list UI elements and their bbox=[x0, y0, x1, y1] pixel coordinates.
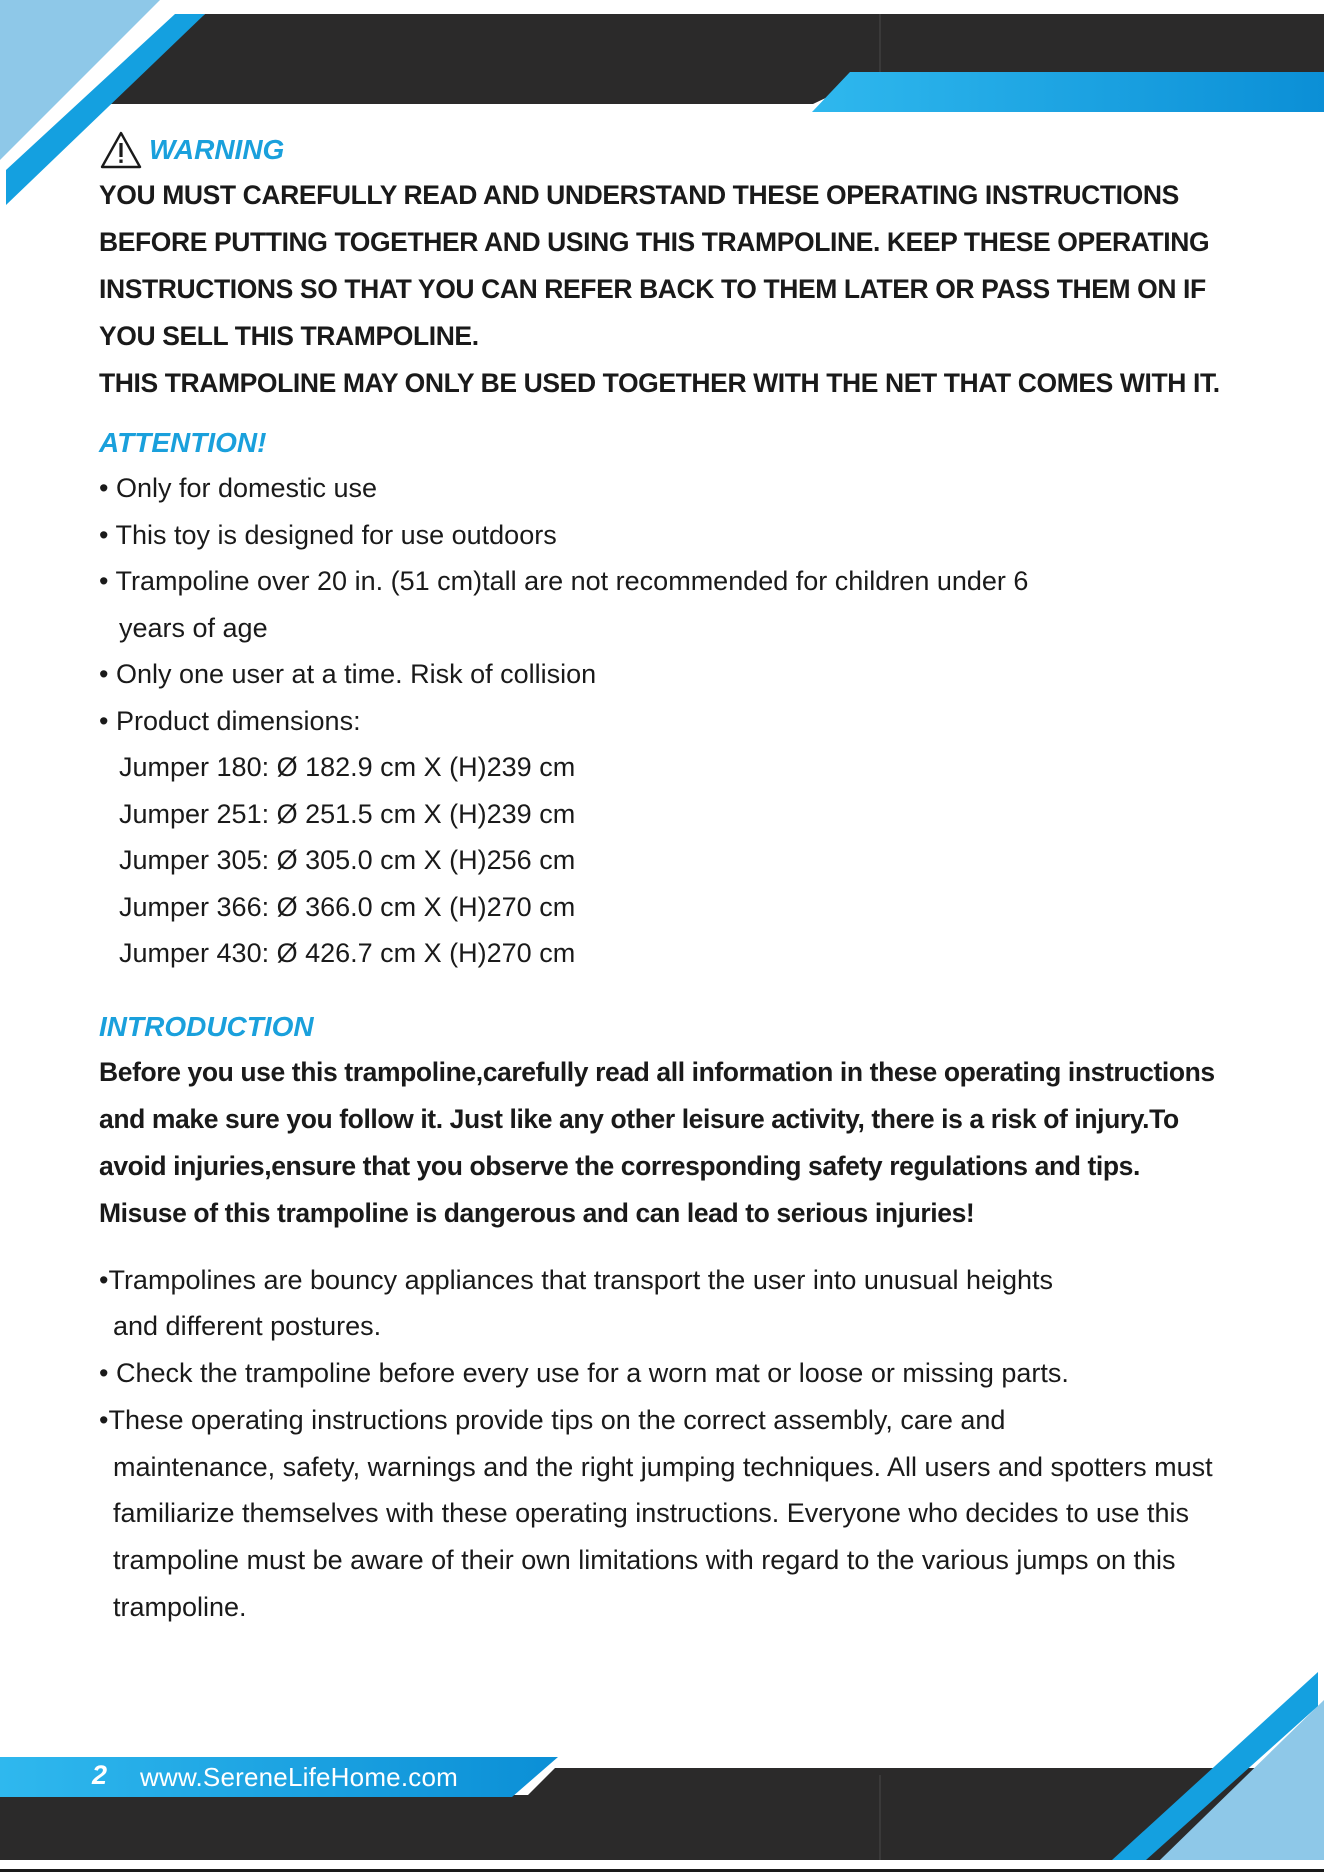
list-item-continuation: and different postures. bbox=[113, 1311, 382, 1342]
dimension-line: Jumper 305: Ø 305.0 cm X (H)256 cm bbox=[119, 845, 576, 875]
list-item-continuation: years of age bbox=[119, 612, 268, 643]
list-item bbox=[99, 1444, 1229, 1631]
list-item: • Product dimensions: bbox=[99, 705, 361, 736]
attention-heading: ATTENTION! bbox=[99, 427, 267, 458]
warning-title-row bbox=[99, 128, 1229, 172]
dimension-line: Jumper 430: Ø 426.7 cm X (H)270 cm bbox=[119, 938, 576, 968]
warning-paragraph: YOU MUST CAREFULLY READ AND UNDERSTAND THESE OPERATING INSTRUCTIONS BEFORE PUTTING TOGETHER AND USING THIS TRAMPOLINE. KEEP THESE OPERATING INSTRUCTIONS SO THAT YOU CAN REFER BACK TO THEM LATER OR PASS THEM ON IF YOU SELL THIS TRAMPOLINE. bbox=[99, 180, 1210, 351]
warning-text bbox=[99, 172, 1229, 407]
list-item-continuation: maintenance, safety, warnings and the right jumping techniques. All users and spotters must familiarize themselves with these operating instructions. Everyone who decides to use this trampoline must be aware of their own limitations with regard to the various jumps on this trampoline. bbox=[113, 1451, 1213, 1623]
page-content bbox=[99, 128, 1229, 1631]
attention-list bbox=[99, 465, 1229, 977]
list-item: • Trampoline over 20 in. (51 cm)tall are not recommended for children under 6 bbox=[99, 566, 1029, 596]
dimension-line: Jumper 366: Ø 366.0 cm X (H)270 cm bbox=[119, 891, 576, 922]
list-item: •Trampolines are bouncy appliances that transport the user into unusual heights bbox=[99, 1264, 1054, 1295]
warning-triangle-icon bbox=[99, 130, 143, 170]
list-item bbox=[99, 1303, 1229, 1350]
header-blue-stripe bbox=[812, 72, 1324, 112]
warning-paragraph: THIS TRAMPOLINE MAY ONLY BE USED TOGETHER WITH THE NET THAT COMES WITH IT. bbox=[99, 368, 1220, 398]
list-item: •These operating instructions provide tips on the correct assembly, care and bbox=[99, 1404, 1006, 1435]
list-item: • Only one user at a time. Risk of collision bbox=[99, 659, 597, 689]
page-number: 2 bbox=[92, 1760, 108, 1790]
list-item: • Only for domestic use bbox=[99, 473, 378, 503]
list-item: • Check the trampoline before every use for a worn mat or loose or missing parts. bbox=[99, 1358, 1069, 1389]
introduction-heading: INTRODUCTION bbox=[99, 1010, 314, 1042]
dimension-line: Jumper 180: Ø 182.9 cm X (H)239 cm bbox=[119, 752, 576, 782]
list-item: • This toy is designed for use outdoors bbox=[99, 519, 557, 550]
introduction-text: Before you use this trampoline,carefully read all information in these operating instructions and make sure you follow it. Just like any other leisure activity, there is a risk of injury.To avoid injuries,ensure that you observe the corresponding safety regulations and tips. Misuse of this trampoline is dangerous and can lead to serious injuries! bbox=[99, 1056, 1215, 1228]
warning-heading: WARNING bbox=[149, 134, 285, 165]
dimension-line: Jumper 251: Ø 251.5 cm X (H)239 cm bbox=[119, 798, 576, 829]
website-link[interactable]: www.SereneLifeHome.com bbox=[140, 1762, 458, 1792]
introduction-list bbox=[99, 1257, 1229, 1631]
list-item bbox=[99, 605, 1229, 652]
